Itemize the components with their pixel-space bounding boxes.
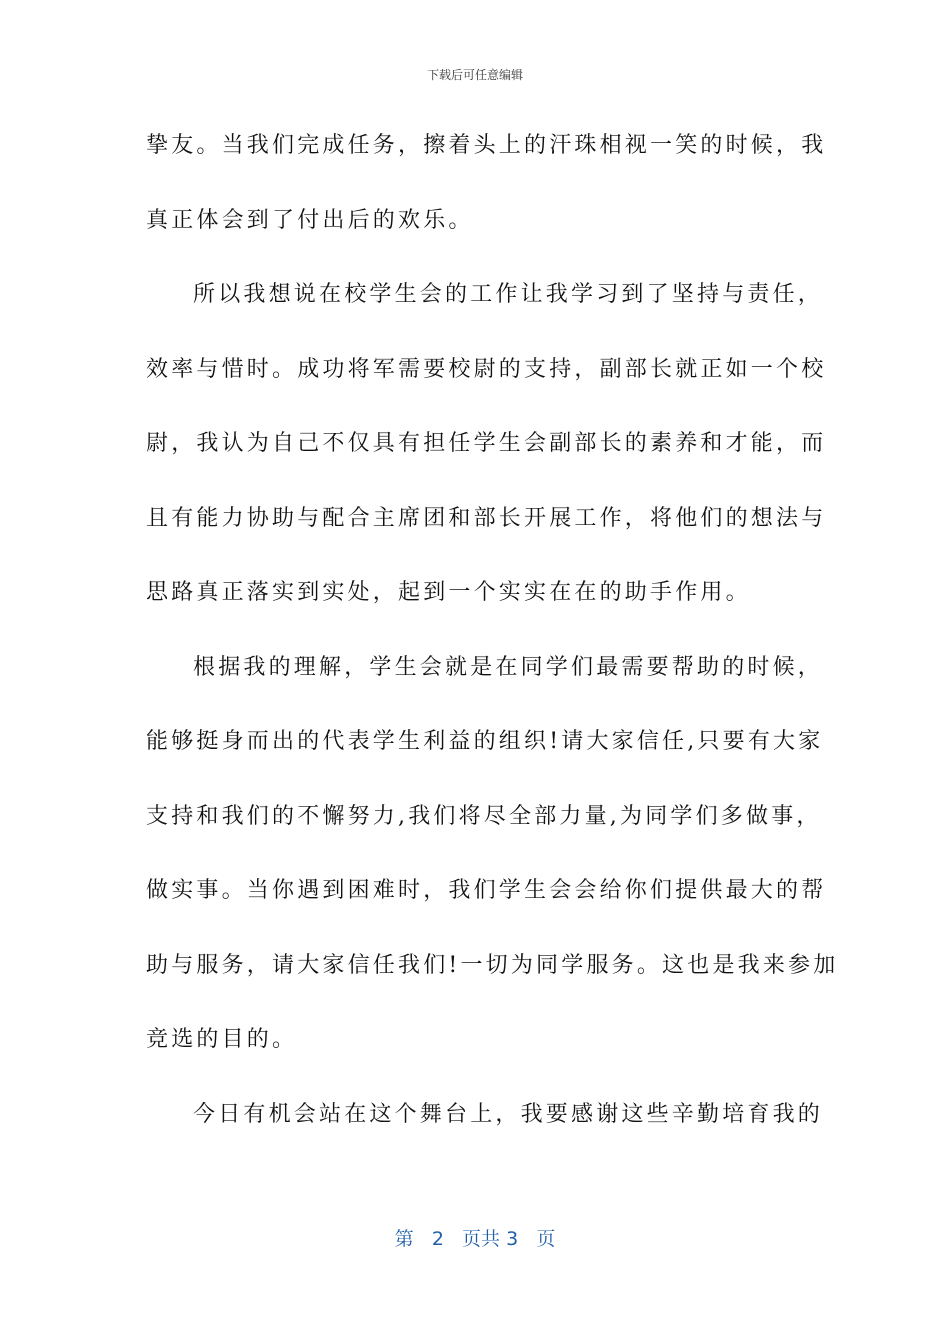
text-line: 竞选的目的。 (146, 1027, 298, 1052)
text-line: 效率与惜时。成功将军需要校尉的支持，副部长就正如一个校 (146, 356, 827, 382)
footer-label-page: 第 (394, 1228, 414, 1250)
paragraph-start-line: 根据我的理解，学生会就是在同学们最需要帮助的时候， (193, 654, 824, 680)
body-text (146, 120, 839, 1163)
paragraph-start-line: 今日有机会站在这个舞台上，我要感谢这些辛勤培育我的 (193, 1101, 824, 1127)
text-line: 助与服务，请大家信任我们!一切为同学服务。这也是我来参加 (146, 952, 839, 978)
page-footer (0, 1224, 950, 1251)
header-note: 下载后可任意编辑 (426, 68, 523, 82)
text-line: 真正体会到了付出后的欢乐。 (146, 207, 474, 233)
total-pages-number: 3 (506, 1228, 519, 1250)
footer-label-end: 页 (536, 1228, 556, 1250)
text-line: 尉，我认为自己不仅具有担任学生会副部长的素养和才能，而 (146, 431, 827, 456)
text-line: 挚友。当我们完成任务，擦着头上的汗珠相视一笑的时候，我 (146, 133, 827, 158)
text-line: 支持和我们的不懈努力,我们将尽全部力量,为同学们多做事， (146, 803, 822, 829)
text-line: 思路真正落实到实处，起到一个实实在在的助手作用。 (146, 580, 751, 605)
text-line: 能够挺身而出的代表学生利益的组织!请大家信任,只要有大家 (146, 729, 824, 754)
current-page-number: 2 (431, 1228, 444, 1250)
text-line: 做实事。当你遇到困难时，我们学生会会给你们提供最大的帮 (146, 878, 827, 903)
footer-label-of: 页共 (462, 1228, 501, 1250)
paragraph-start-line: 所以我想说在校学生会的工作让我学习到了坚持与责任， (193, 282, 824, 307)
text-line: 且有能力协助与配合主席团和部长开展工作，将他们的想法与 (146, 505, 827, 531)
